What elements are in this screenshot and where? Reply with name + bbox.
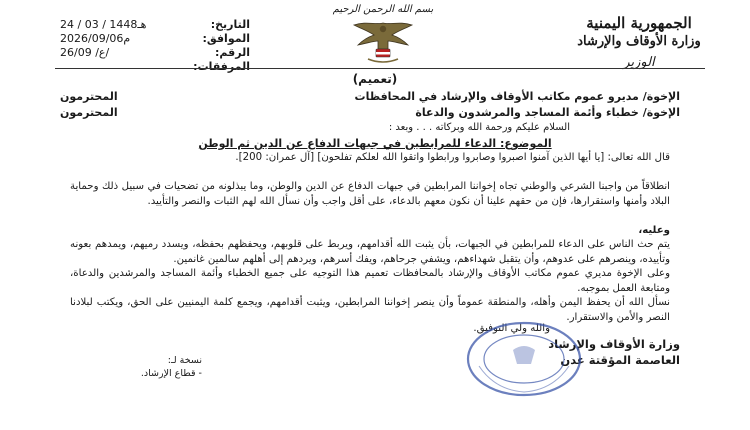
honorific: المحترمون xyxy=(60,90,118,103)
number-row xyxy=(60,46,250,60)
number-label: الرقم: xyxy=(215,46,250,59)
basmala: بسم الله الرحمن الرحيم xyxy=(332,4,434,15)
republic-name: الجمهورية اليمنية xyxy=(586,14,692,32)
corresponding-row xyxy=(60,32,250,46)
official-stamp-icon xyxy=(465,320,583,398)
body-paragraph: وعلى الإخوة مديري عموم مكاتب الأوقاف والإرشاد بالمحافظات تعميم هذا التوجيه على جميع الخطباء وأئمة المساجد والمرشدين والدعاة، ومتابعة العمل بموجبه. xyxy=(70,268,670,294)
attachments-label: المرفقات: xyxy=(193,60,250,73)
corresponding-value: 2026/09/06م xyxy=(60,32,131,45)
addressee-line xyxy=(60,90,680,103)
copy-to-block xyxy=(52,354,202,380)
date-label: التاريخ: xyxy=(210,18,250,31)
greeting: السلام عليكم ورحمة الله وبركاته . . . وبعد : xyxy=(388,122,570,133)
emblem-block xyxy=(318,4,448,69)
honorific: المحترمون xyxy=(60,106,118,119)
body-paragraph: انطلاقاً من واجبنا الشرعي والوطني تجاه إخواننا المرابطين في جبهات الدفاع عن الدين والوطن، وما يبذلونه من تضحيات في سبيل ذلك وحماية البلاد وأمنها واستقرارها، فإن من حقهم علينا أن نكون معهم بالدعاء، على أقل واجب وأن نسأل الله لهم الثبات والنصر والتأييد. xyxy=(70,181,670,207)
signature-city: العاصمة المؤقتة عدن xyxy=(560,353,680,367)
copy-to-label: نسخة لـ: xyxy=(167,355,202,366)
corresponding-label: الموافق: xyxy=(202,32,250,45)
circular-title: (تعميم) xyxy=(352,72,398,86)
header-divider xyxy=(55,68,705,69)
therefore-heading: وعليه، xyxy=(638,225,670,236)
copy-to-item: - قطاع الإرشاد. xyxy=(140,368,202,379)
closing-line: والله ولي التوفيق. xyxy=(473,323,550,334)
signature-ministry: وزارة الأوقاف والإرشاد xyxy=(548,337,680,351)
eagle-emblem-icon xyxy=(348,15,418,65)
addressee-text: الإخوة/ مديرو عموم مكاتب الأوقاف والإرشاد في المحافظات xyxy=(354,90,680,103)
subject-line: الموضوع: الدعاء للمرابطين في جبهات الدفاع عن الدين ثم الوطن xyxy=(198,137,552,150)
body-paragraph: نسأل الله أن يحفظ اليمن وأهله، والمنطقة عموماً وأن ينصر إخواننا المرابطين، ويثبت أقدامهم، ويجمع كلمة اليمنيين على الحق، ويكتب لبلادنا النصر والأمن والاستقرار. xyxy=(70,297,670,323)
letterhead-ministry xyxy=(544,14,734,70)
date-row xyxy=(60,18,250,32)
date-value: 24 / 03 / 1448هـ xyxy=(60,18,147,31)
addressee-line xyxy=(60,106,680,119)
ministry-name: وزارة الأوقاف والإرشاد xyxy=(577,34,701,49)
quran-verse-paragraph: قال الله تعالى: [يا أيها الذين آمنوا اصبروا وصابروا ورابطوا واتقوا الله لعلكم تفلحون] [آل عمران: 200]. xyxy=(235,152,670,163)
minister-title: الوزير xyxy=(623,55,655,70)
body-paragraph: يتم حث الناس على الدعاء للمرابطين في الجبهات، بأن يثبت الله أقدامهم، ويربط على قلوبهم، ويحفظهم بحفظه، ويسدد رميهم، ويمدهم بعونه وتأييده، وينصرهم على عدوهم، وأن يتقبل شهداءهم، ويشفي جرحاهم، ويفك أسرهم، ويردهم إلى أهلهم سالمين غانمين. xyxy=(70,239,670,265)
reference-block xyxy=(60,18,250,74)
addressee-text: الإخوة/ خطباء وأئمة المساجد والمرشدون والدعاة xyxy=(415,106,680,119)
number-value: ع/ 26/09/ xyxy=(60,46,110,59)
